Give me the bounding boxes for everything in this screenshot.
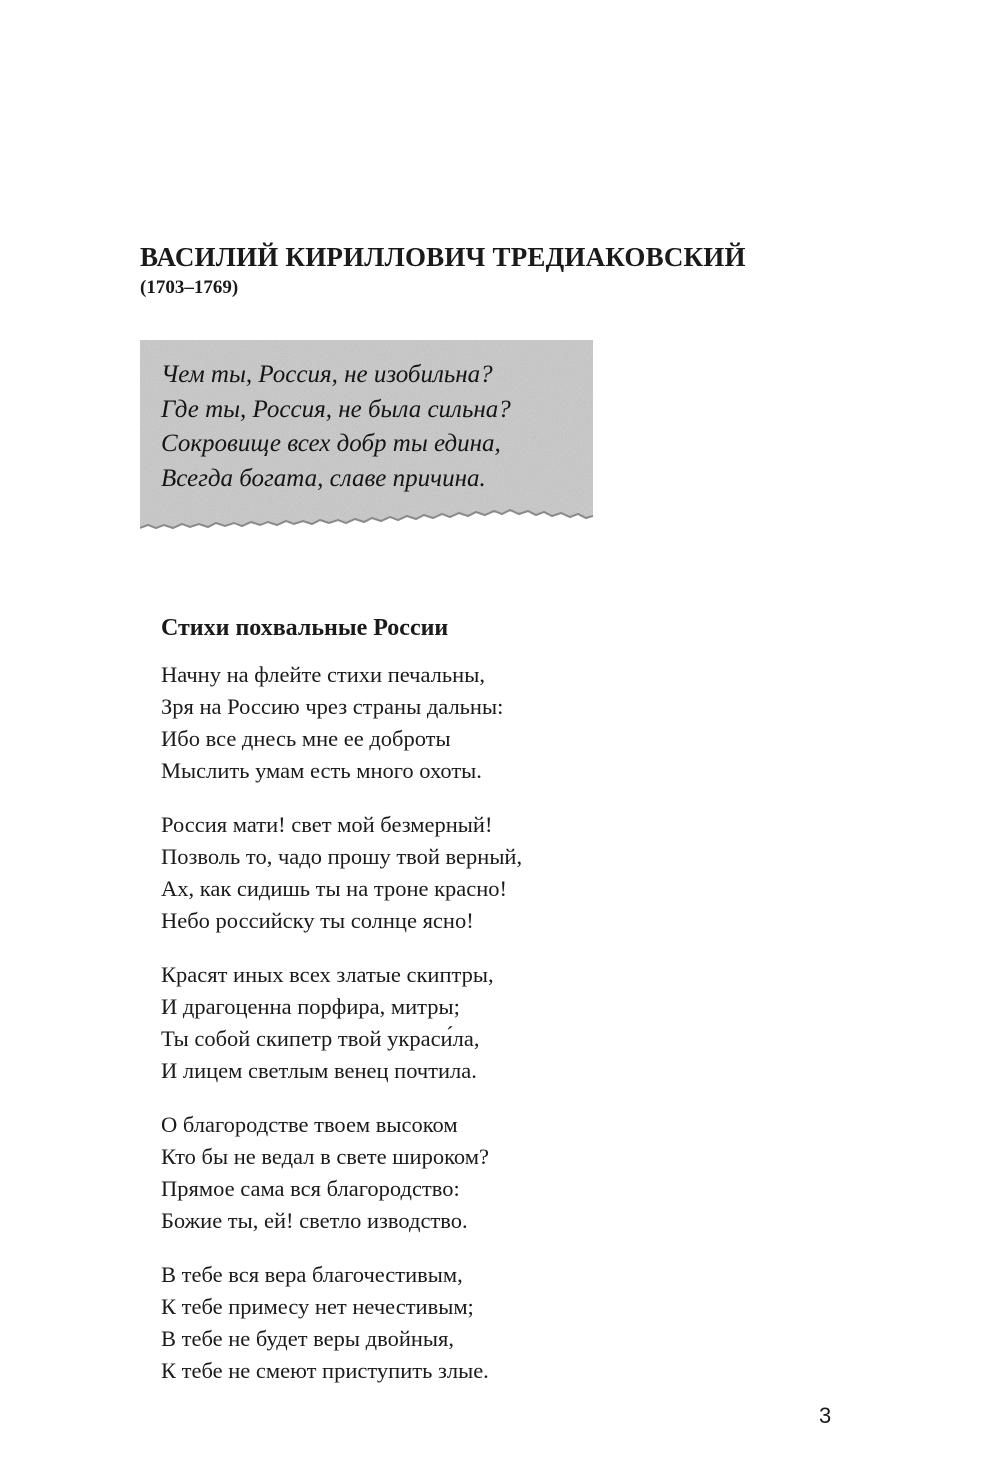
verse-line: К тебе не смеют приступить злые. — [161, 1358, 489, 1383]
poem-title: Стихи похвальные России — [161, 615, 449, 641]
epigraph-line: Где ты, Россия, не была сильна? — [161, 395, 511, 423]
verse-line: Кто бы не ведал в свете широком? — [161, 1144, 489, 1169]
page-number: 3 — [819, 1403, 832, 1428]
verse-line: В тебе не будет веры двойныя, — [161, 1326, 454, 1351]
stanza — [161, 809, 522, 937]
verse-line: Божие ты, ей! светло изводство. — [161, 1208, 468, 1233]
verse-line: Россия мати! свет мой безмерный! — [161, 812, 493, 837]
epigraph-line: Чем ты, Россия, не изобильна? — [161, 361, 493, 388]
verse-line: Небо российску ты солнце ясно! — [161, 908, 474, 933]
stanza — [161, 1109, 522, 1237]
verse-line: Ибо все днесь мне ее доброты — [161, 726, 451, 751]
epigraph-line: Всегда богата, славе причина. — [161, 464, 486, 492]
stanza — [161, 1259, 522, 1387]
verse-line: Зря на Россию чрез страны дальны: — [161, 694, 504, 719]
verse-line: К тебе примесу нет нечестивым; — [161, 1294, 474, 1319]
verse-line: Начну на флейте стихи печальны, — [161, 662, 485, 687]
verse-line: О благородстве твоем высоком — [161, 1112, 458, 1137]
epigraph-text — [161, 358, 511, 496]
verse-line: Прямое сама вся благородство: — [161, 1176, 460, 1201]
stanza — [161, 659, 522, 787]
author-name: ВАСИЛИЙ КИРИЛЛОВИЧ ТРЕДИАКОВСКИЙ — [140, 242, 746, 272]
verse-line: Красят иных всех златые скиптры, — [161, 962, 494, 987]
verse-line: Ты собой скипетр твой украси́ла, — [161, 1026, 480, 1051]
verse-line: Мыслить умам есть много охоты. — [161, 758, 482, 783]
verse-line: В тебе вся вера благочестивым, — [161, 1262, 463, 1287]
verse-line: И лицем светлым венец почтила. — [161, 1058, 477, 1083]
author-years: (1703–1769) — [140, 277, 239, 298]
verse-line: И драгоценна порфира, митры; — [161, 994, 460, 1019]
verse-line: Ах, как сидишь ты на троне красно! — [161, 876, 508, 901]
epigraph-line: Сокровище всех добр ты едина, — [161, 430, 501, 457]
stanza — [161, 959, 522, 1087]
verse-line: Позволь то, чадо прошу твой верный, — [161, 844, 523, 869]
epigraph-box — [140, 340, 593, 530]
poem-body — [161, 659, 522, 1409]
